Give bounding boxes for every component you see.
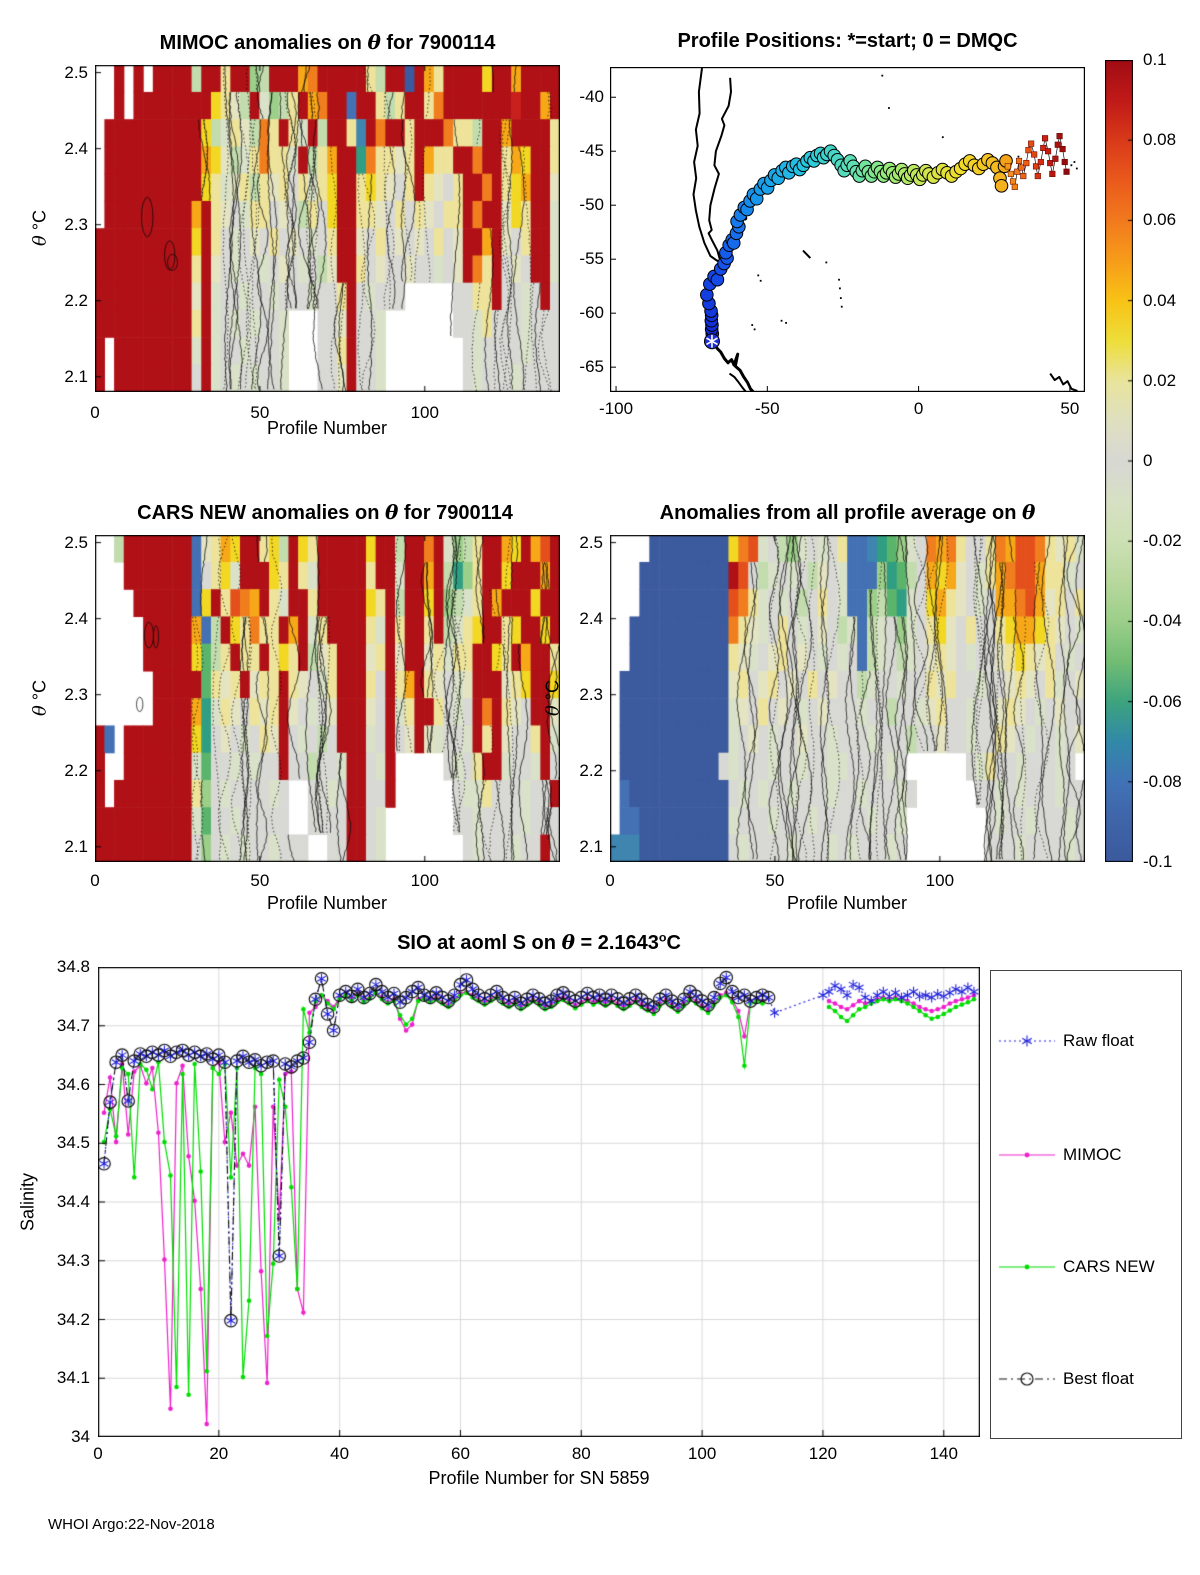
map-speck (841, 306, 843, 308)
map-y-tick: -45 (579, 141, 604, 161)
profile-position-square (1028, 141, 1034, 147)
profile-position-square (1053, 156, 1059, 162)
cars-y-tick: 2.2 (64, 760, 88, 780)
mimoc-ylabel-unit: °C (29, 209, 50, 236)
profile-position-square (1045, 148, 1051, 154)
sio-x-tick: 40 (330, 1444, 350, 1463)
legend-item-best-float (991, 1367, 1181, 1393)
profile-position-square (1042, 135, 1048, 141)
sio-title (98, 930, 980, 955)
profile-position-square (1047, 160, 1053, 166)
sio-y-tick: 34.1 (56, 1368, 90, 1388)
profile-position-square (1035, 173, 1041, 179)
sio-x-tick: 80 (571, 1444, 591, 1463)
avg-y-tick: 2.3 (579, 684, 603, 704)
cars-title (60, 500, 590, 525)
profile-position-square (1050, 171, 1056, 177)
colorbar-tick: 0.1 (1143, 50, 1167, 69)
sio-y-tick: 34.2 (56, 1309, 90, 1329)
map-x-tick: -50 (755, 399, 780, 418)
profile-position-square (1060, 146, 1066, 152)
best-float-sample-icon (997, 1367, 1057, 1391)
cars-title-post: for 7900114 (398, 502, 513, 524)
profile-position-square (1024, 160, 1030, 166)
avg-y-tick: 2.2 (579, 760, 603, 780)
footer-text: WHOI Argo:22-Nov-2018 (48, 1516, 215, 1533)
mimoc-y-tick: 2.4 (64, 138, 88, 158)
avg-title-pre: Anomalies from all profile average on (659, 502, 1022, 524)
map-speck (881, 75, 883, 77)
map-speck (1018, 156, 1020, 158)
theta-symbol: θ (561, 930, 575, 954)
legend-box (990, 970, 1182, 1439)
coastline (1050, 374, 1077, 391)
sio-title-post: C (666, 932, 681, 954)
map-speck (754, 328, 756, 330)
cars-ylabel (30, 680, 51, 716)
profile-position-square (1020, 173, 1026, 179)
sio-x-tick: 60 (450, 1444, 470, 1463)
colorbar-tick: 0 (1143, 451, 1153, 470)
map-x-tick: -100 (599, 399, 634, 418)
map-border (611, 68, 1085, 392)
cars-y-tick: 2.1 (64, 836, 88, 856)
coastline (717, 348, 754, 392)
profile-position-square (1031, 152, 1037, 158)
map-speck (785, 322, 787, 324)
colorbar-tick: -0.02 (1143, 531, 1182, 551)
colorbar-tick: -0.04 (1143, 611, 1182, 631)
cars-x-tick: 100 (410, 871, 439, 890)
avg-y-tick: 2.5 (579, 532, 603, 552)
cars-y-tick: 2.4 (64, 608, 88, 628)
sio-y-tick: 34.4 (56, 1192, 90, 1211)
sio-x-tick: 20 (209, 1444, 229, 1463)
colorbar-tick: -0.08 (1143, 771, 1182, 791)
legend-label: Best float (1063, 1369, 1134, 1388)
map-speck (942, 136, 944, 138)
profile-position-marker (995, 179, 1008, 192)
coastline (694, 68, 721, 262)
map-x-tick: 0 (913, 399, 924, 418)
map-speck (1076, 168, 1078, 170)
theta-symbol: θ (367, 30, 381, 54)
map-x-tick: 50 (1060, 399, 1080, 418)
positions-title: Profile Positions: *=start; 0 = DMQC (677, 30, 1018, 52)
profile-position-square (1012, 184, 1018, 190)
cars-x-tick: 0 (90, 871, 100, 890)
salinity-chart (98, 967, 980, 1437)
sio-xlabel: Profile Number for SN 5859 (428, 1468, 650, 1488)
mimoc-y-tick: 2.1 (64, 366, 88, 386)
mimoc-x-tick: 50 (250, 403, 270, 422)
profile-position-square (1010, 179, 1016, 185)
theta-symbol: θ (29, 705, 51, 717)
map-speck (888, 107, 890, 109)
colorbar-tick: 0.08 (1143, 130, 1177, 150)
colorbar-tick: 0.02 (1143, 370, 1177, 390)
legend-label: MIMOC (1063, 1145, 1122, 1164)
legend-item-mimoc (991, 1143, 1181, 1169)
colorbar-tick: -0.06 (1143, 691, 1182, 711)
sio-x-tick: 100 (687, 1444, 717, 1463)
legend-item-raw-float (991, 1029, 1181, 1055)
colorbar-tick: 0.06 (1143, 210, 1177, 230)
mimoc-sample-icon (997, 1143, 1057, 1167)
mimoc-y-tick: 2.5 (64, 62, 88, 82)
cars-heatmap (95, 535, 560, 862)
avg-xlabel: Profile Number (786, 893, 908, 913)
sio-x-tick: 0 (93, 1444, 103, 1463)
map-speck (751, 324, 753, 326)
cars-x-tick: 50 (250, 871, 270, 890)
profile-position-square (1062, 159, 1068, 165)
map-speck (757, 274, 759, 276)
sio-x-tick: 140 (929, 1444, 958, 1463)
cars-y-tick: 2.3 (64, 684, 88, 704)
legend-label: Raw float (1063, 1031, 1134, 1050)
profile-position-square (1038, 159, 1044, 165)
sio-y-tick: 34.6 (56, 1074, 90, 1094)
sio-ylabel: Salinity (17, 1172, 38, 1232)
avg-title (590, 500, 1105, 525)
colorbar-tick: 0.04 (1143, 290, 1177, 310)
mimoc-title-post: for 7900114 (380, 32, 496, 54)
colorbar (1105, 60, 1133, 862)
sio-y-tick: 34.8 (56, 957, 90, 976)
theta-symbol: θ (384, 500, 399, 524)
cars-title-pre: CARS NEW anomalies on (137, 502, 385, 524)
map-speck (840, 297, 842, 299)
mimoc-heatmap (95, 65, 560, 392)
map-y-tick: -50 (579, 195, 604, 215)
sio-y-tick: 34.7 (56, 1015, 90, 1035)
mimoc-title (95, 30, 560, 55)
avg-x-tick: 50 (765, 871, 785, 890)
profile-position-square (1026, 147, 1032, 153)
profile-position-square (1005, 164, 1011, 170)
mimoc-title-pre: MIMOC anomalies on (159, 32, 368, 54)
avg-x-tick: 100 (925, 871, 955, 890)
sio-x-tick: 120 (808, 1444, 838, 1463)
map-speck (838, 279, 840, 281)
avg-x-tick: 0 (605, 871, 615, 890)
theta-symbol: θ (542, 705, 564, 717)
profile-position-square (1057, 133, 1063, 139)
mimoc-y-tick: 2.3 (64, 214, 88, 234)
legend-item-cars-new (991, 1255, 1181, 1281)
avg-y-tick: 2.1 (579, 836, 603, 856)
theta-symbol: θ (1021, 500, 1036, 524)
map-y-tick: -40 (579, 87, 604, 107)
sio-title-pre: SIO at aoml S on (397, 932, 562, 954)
coastline (709, 78, 731, 263)
profile-position-square (1016, 158, 1022, 164)
mimoc-xlabel: Profile Number (266, 418, 388, 438)
profile-position-square (1064, 169, 1070, 175)
sio-y-tick: 34.5 (56, 1133, 90, 1153)
map-y-tick: -60 (579, 303, 604, 323)
mimoc-y-tick: 2.2 (64, 290, 88, 310)
positions-map (610, 67, 1085, 392)
sio-title-mid: = 2.1643 (574, 932, 659, 954)
map-speck (839, 287, 841, 289)
sio-y-tick: 34.3 (56, 1250, 90, 1270)
avg-ylabel-unit: °C (542, 679, 563, 706)
map-y-tick: -65 (579, 357, 604, 377)
avg-y-tick: 2.4 (579, 608, 603, 628)
mimoc-x-tick: 100 (410, 403, 439, 422)
map-speck (760, 280, 762, 282)
legend-label: CARS NEW (1063, 1257, 1155, 1276)
coastline (803, 251, 810, 259)
sio-title-sup: o (658, 930, 667, 945)
cars-new-sample-icon (997, 1255, 1057, 1279)
cars-ylabel-unit: °C (29, 679, 50, 706)
map-speck (1070, 164, 1072, 166)
avg-ylabel (543, 680, 564, 716)
mimoc-ylabel (30, 210, 51, 246)
cars-xlabel: Profile Number (266, 893, 388, 913)
mimoc-x-tick: 0 (90, 403, 100, 422)
map-y-tick: -55 (579, 249, 604, 269)
cars-y-tick: 2.5 (64, 532, 88, 552)
theta-symbol: θ (29, 235, 51, 247)
raw-float-sample-icon (997, 1029, 1057, 1053)
colorbar-tick: -0.1 (1143, 852, 1173, 871)
map-speck (1074, 161, 1076, 163)
profile-position-square (1008, 171, 1014, 177)
avg-heatmap (610, 535, 1085, 862)
map-speck (825, 262, 827, 264)
sio-y-tick: 34 (71, 1427, 90, 1446)
map-speck (781, 320, 783, 322)
